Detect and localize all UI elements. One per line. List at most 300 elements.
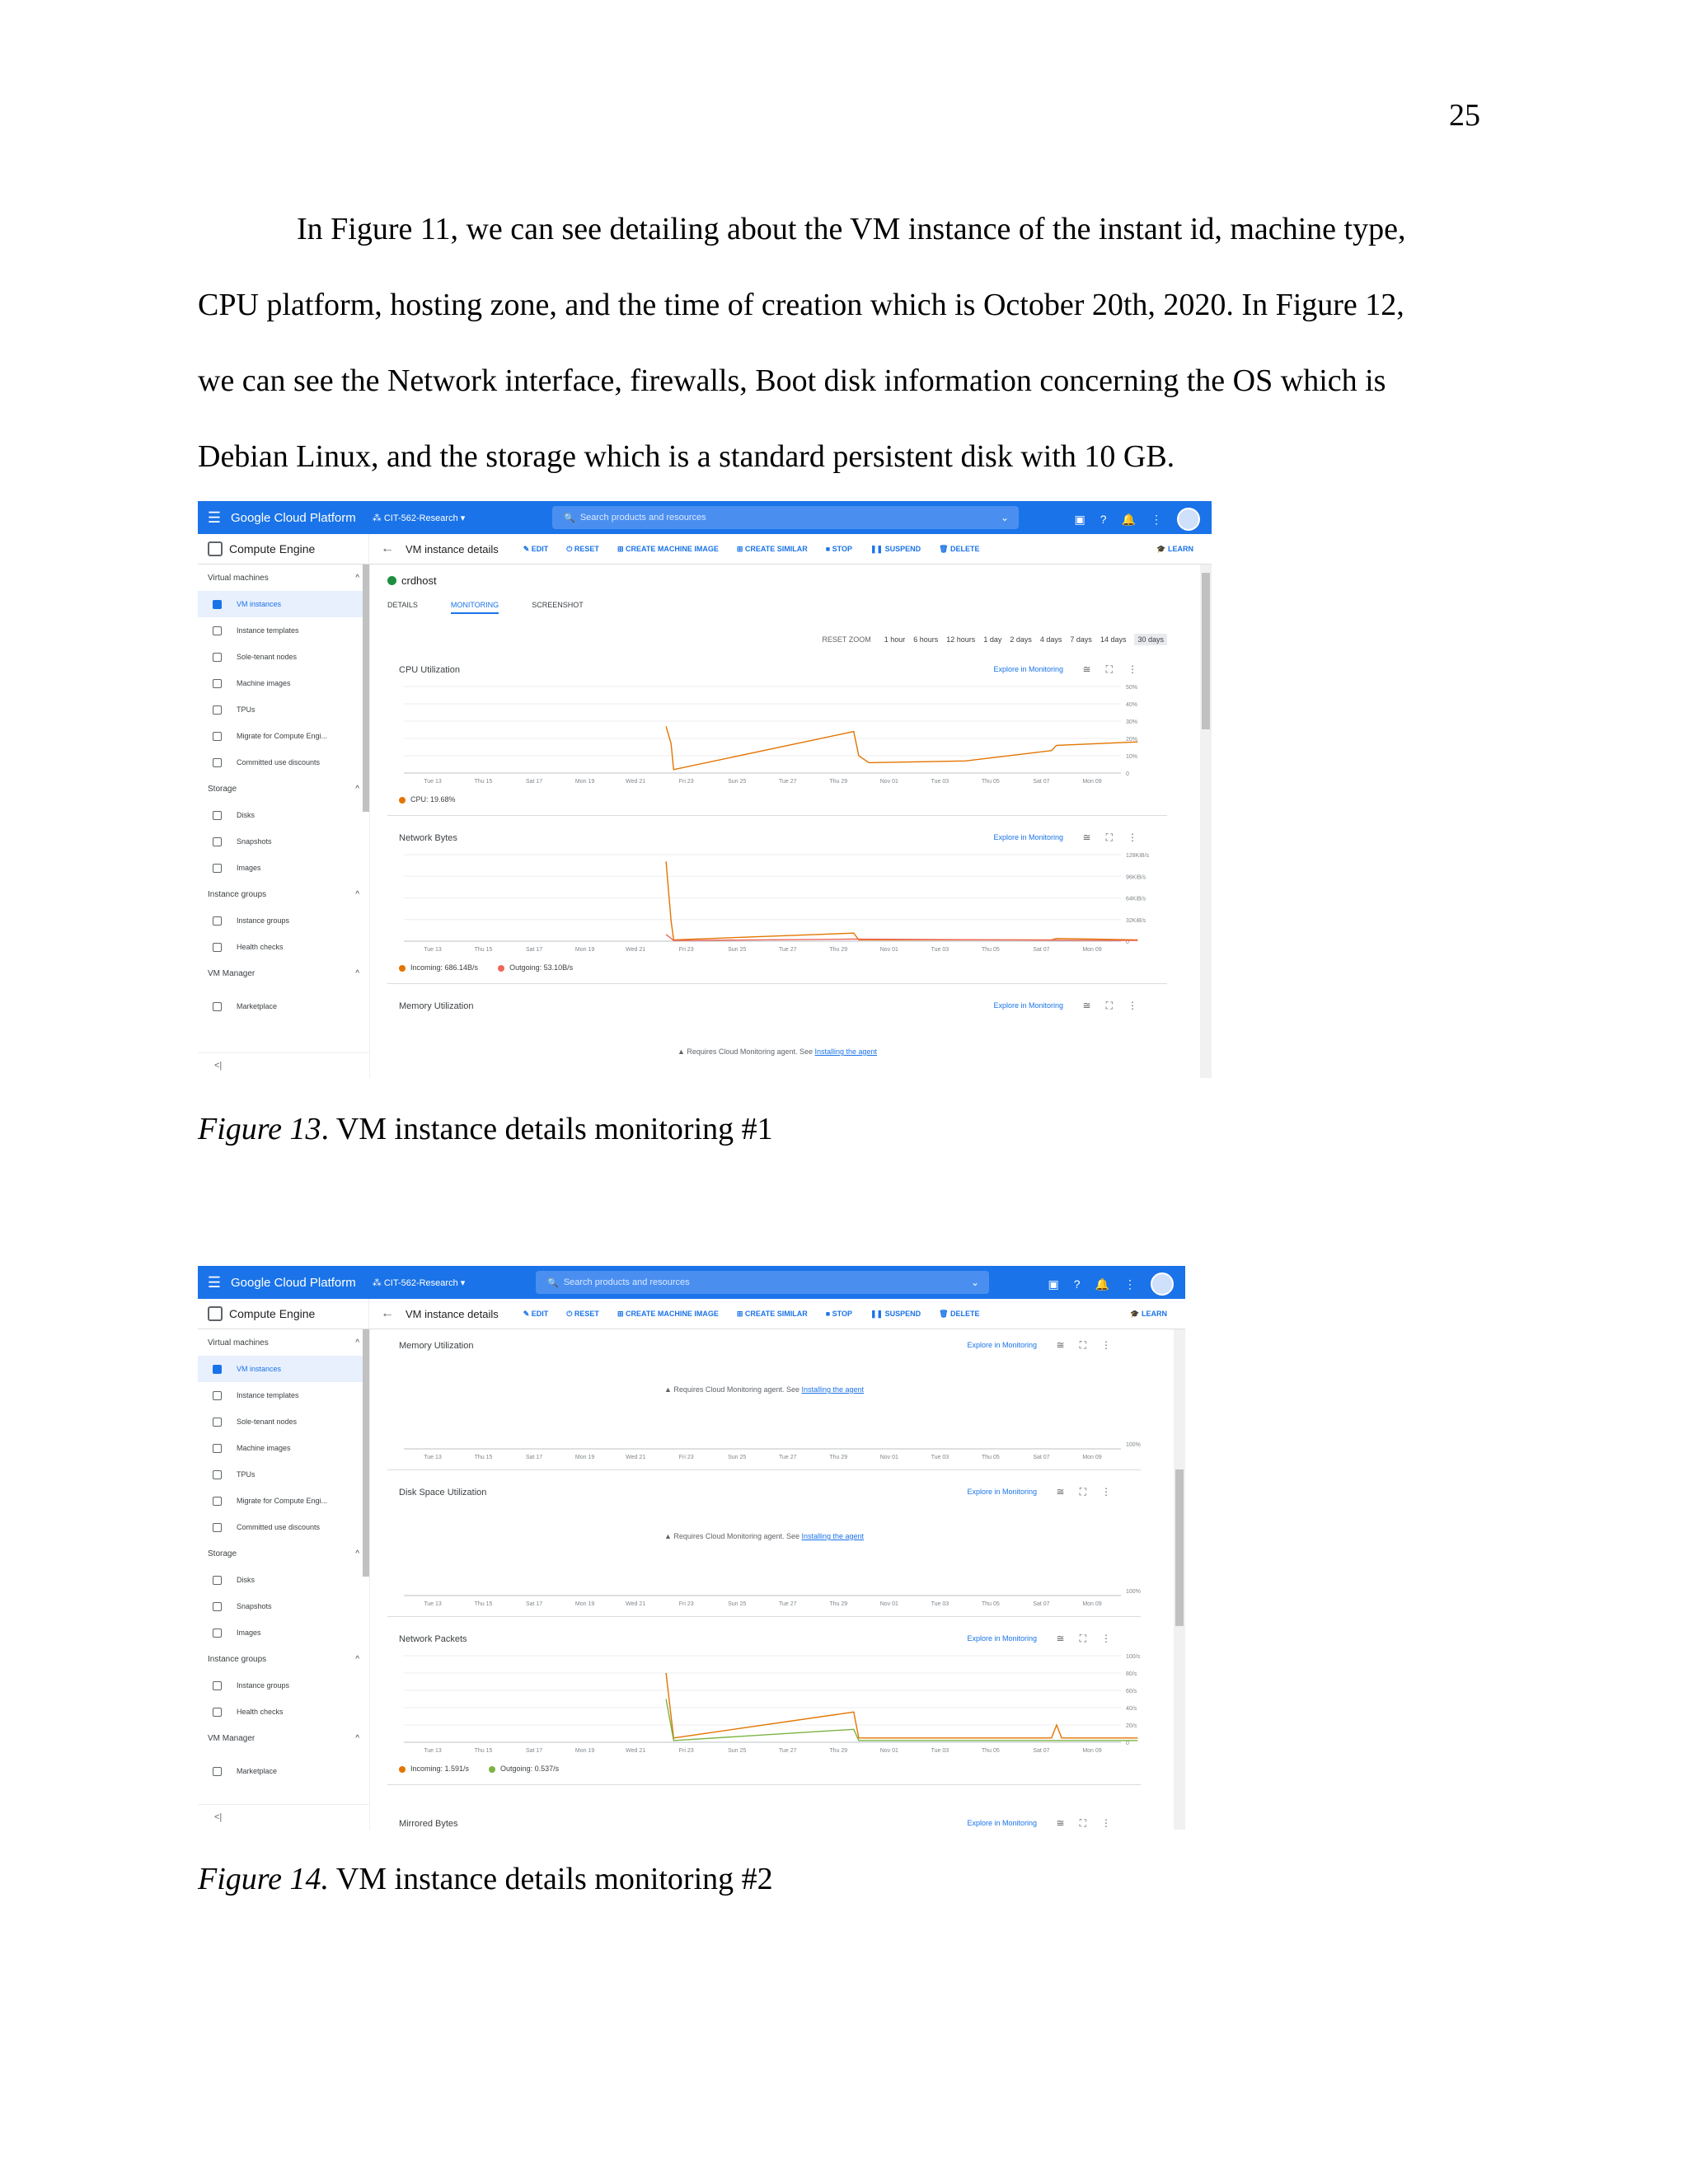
- sidebar-item-label: VM instances: [237, 1365, 282, 1373]
- snapshot-icon: [213, 837, 222, 846]
- delete-button[interactable]: 🗑 DELETE: [939, 544, 980, 553]
- sidebar-item-marketplace[interactable]: [198, 1758, 369, 1784]
- sidebar-section-instance-groups[interactable]: [198, 1646, 369, 1672]
- explore-link[interactable]: Explore in Monitoring: [993, 1001, 1063, 1010]
- notifications-icon[interactable]: 🔔: [1121, 512, 1136, 526]
- suspend-label: SUSPEND: [884, 544, 921, 553]
- sidebar-item-committed[interactable]: [198, 749, 369, 776]
- zoom-14d[interactable]: 14 days: [1100, 635, 1127, 644]
- sidebar-item-disks[interactable]: [198, 802, 369, 828]
- installing-agent-link[interactable]: Installing the agent: [801, 1532, 865, 1540]
- sidebar-item-instance-templates[interactable]: [198, 1382, 369, 1408]
- disk-chart-axis: [387, 1476, 1179, 1616]
- section-label: Storage: [208, 1549, 237, 1558]
- sidebar-item-images[interactable]: [198, 1619, 369, 1646]
- sidebar-item-label: Images: [237, 864, 261, 872]
- top-bar-icons: [1075, 508, 1200, 531]
- create-machine-image-label: CREATE MACHINE IMAGE: [625, 544, 719, 553]
- sidebar-item-label: Sole-tenant nodes: [237, 1418, 298, 1426]
- legend-incoming: [399, 1765, 469, 1773]
- x-tick-label: Wed 21: [626, 1748, 646, 1754]
- legend-label: Incoming: 1.591/s: [410, 1765, 470, 1773]
- image-icon: [213, 864, 222, 873]
- avatar[interactable]: [1177, 508, 1200, 531]
- x-tick-label: Sat 07: [1033, 947, 1050, 953]
- x-tick-label: Fri 23: [678, 947, 694, 953]
- search-input[interactable]: 🔍 Search products and resources ⌄: [552, 506, 1019, 529]
- tab-monitoring[interactable]: MONITORING: [451, 601, 499, 614]
- zoom-bar: [822, 634, 1167, 645]
- vm-instances-icon: [213, 1365, 222, 1374]
- card-title: Memory Utilization: [399, 1001, 474, 1011]
- collapse-sidebar-icon[interactable]: <|: [198, 1804, 369, 1830]
- sidebar-item-label: Migrate for Compute Engi...: [237, 732, 328, 740]
- x-tick-label: Wed 21: [626, 1601, 646, 1607]
- chevron-up-icon: ^: [355, 889, 359, 899]
- sidebar-item-label: Marketplace: [237, 1002, 278, 1010]
- chevron-up-icon: ^: [355, 1654, 359, 1664]
- stop-button[interactable]: ■ STOP: [825, 545, 852, 553]
- sidebar-item-label: Marketplace: [237, 1767, 278, 1775]
- x-tick-label: Tue 13: [424, 947, 442, 953]
- y-tick-label: 60/s: [1126, 1689, 1137, 1694]
- sidebar-item-label: Instance templates: [237, 626, 299, 635]
- chevron-up-icon: ^: [355, 968, 359, 978]
- x-tick-label: Nov 01: [879, 1455, 898, 1460]
- y-tick-label: 40/s: [1126, 1706, 1137, 1712]
- y-tick-label: 96KiB/s: [1126, 874, 1146, 881]
- x-tick-label: Sat 07: [1033, 1601, 1050, 1607]
- sidebar-item-instance-groups[interactable]: [198, 1672, 369, 1699]
- card-actions-icon[interactable]: ≅⛶⋮: [1082, 1000, 1152, 1011]
- create-machine-image-label: CREATE MACHINE IMAGE: [625, 1309, 719, 1318]
- reset-button[interactable]: ⏻ RESET: [566, 544, 599, 553]
- chevron-down-icon[interactable]: ⌄: [970, 1277, 979, 1288]
- instance-name: [387, 574, 437, 587]
- x-tick-label: Sat 07: [1033, 779, 1050, 785]
- warning-icon: ▲: [663, 1385, 672, 1394]
- sidebar-item-label: Images: [237, 1629, 261, 1637]
- installing-agent-link[interactable]: Installing the agent: [814, 1047, 878, 1056]
- zoom-1h[interactable]: 1 hour: [884, 635, 906, 644]
- search-input[interactable]: 🔍 Search products and resources ⌄: [536, 1271, 989, 1294]
- edit-button[interactable]: ✎ EDIT: [523, 1309, 549, 1318]
- card-actions-icon[interactable]: ≅⛶⋮: [1056, 1633, 1126, 1644]
- x-tick-label: Thu 15: [474, 1601, 493, 1607]
- x-tick-label: Wed 21: [626, 1455, 646, 1460]
- page-title: VM instance details: [406, 542, 499, 555]
- sidebar-item-migrate[interactable]: [198, 1488, 369, 1514]
- legend-outgoing: [489, 1765, 559, 1773]
- sidebar-item-vm-instances[interactable]: [198, 591, 369, 617]
- card-title: Mirrored Bytes: [399, 1819, 458, 1829]
- card-title: Memory Utilization: [399, 1341, 474, 1351]
- tab-bar: [387, 601, 584, 614]
- x-tick-label: Tue 27: [778, 1601, 797, 1607]
- cart-icon: [213, 1002, 222, 1011]
- gcp-title-bar: [198, 1299, 1185, 1329]
- gcp-top-bar: [198, 1266, 1185, 1299]
- cpu-utilization-card: [387, 654, 1167, 816]
- series-line: [666, 1673, 1137, 1738]
- content-area: [198, 1329, 1185, 1830]
- zoom-6h[interactable]: 6 hours: [913, 635, 939, 644]
- x-tick-label: Mon 09: [1082, 1601, 1102, 1607]
- more-vert-icon[interactable]: ⋮: [1124, 1277, 1136, 1291]
- x-tick-label: Thu 05: [982, 1748, 1000, 1754]
- x-tick-label: Tue 03: [931, 1601, 950, 1607]
- x-tick-label: Tue 27: [778, 1455, 797, 1460]
- zoom-4d[interactable]: 4 days: [1039, 635, 1062, 644]
- series-line: [666, 1699, 1137, 1741]
- card-actions-icon[interactable]: ≅⛶⋮: [1056, 1817, 1126, 1829]
- avatar[interactable]: [1151, 1272, 1174, 1296]
- page-title: VM instance details: [406, 1307, 499, 1320]
- create-similar-button[interactable]: ⊞ CREATE SIMILAR: [736, 1309, 808, 1318]
- menu-icon[interactable]: ☰: [207, 1273, 222, 1291]
- sidebar-item-label: Snapshots: [237, 1602, 272, 1610]
- explore-link[interactable]: Explore in Monitoring: [993, 665, 1063, 673]
- search-placeholder: Search products and resources: [579, 513, 706, 523]
- stop-button[interactable]: ■ STOP: [825, 1310, 852, 1318]
- card-actions-icon[interactable]: ≅⛶⋮: [1082, 663, 1152, 675]
- x-tick-label: Tue 27: [778, 1748, 797, 1754]
- legend-dot: [399, 797, 406, 804]
- x-tick-label: Mon 19: [574, 1748, 595, 1754]
- y-tick-label: 0: [1126, 940, 1129, 945]
- sidebar-item-label: TPUs: [237, 1470, 256, 1479]
- sidebar-item-health-checks[interactable]: [198, 934, 369, 960]
- cloud-shell-icon[interactable]: ▣: [1074, 512, 1085, 526]
- stop-label: STOP: [832, 545, 852, 553]
- migrate-icon: [213, 732, 222, 741]
- x-tick-label: Sun 25: [728, 947, 747, 953]
- search-placeholder: Search products and resources: [563, 1277, 690, 1287]
- sidebar-item-migrate[interactable]: [198, 723, 369, 749]
- create-machine-image-button[interactable]: ⊞ CREATE MACHINE IMAGE: [617, 1309, 719, 1318]
- x-tick-label: Sun 25: [728, 1455, 747, 1460]
- card-actions-icon[interactable]: ≅⛶⋮: [1056, 1339, 1126, 1351]
- zoom-1d[interactable]: 1 day: [983, 635, 1002, 644]
- x-tick-label: Fri 23: [678, 1601, 694, 1607]
- tab-details[interactable]: DETAILS: [387, 601, 418, 609]
- x-tick-label: Fri 23: [678, 1455, 694, 1460]
- create-similar-label: CREATE SIMILAR: [744, 544, 808, 553]
- cart-icon: [213, 1767, 222, 1776]
- x-tick-label: Thu 29: [829, 947, 848, 953]
- zoom-12h[interactable]: 12 hours: [946, 635, 976, 644]
- sidebar-item-marketplace[interactable]: [198, 993, 369, 1019]
- page-number: 25: [1449, 98, 1480, 133]
- project-selector[interactable]: ⁂ CIT-562-Research ▾: [372, 513, 466, 523]
- health-icon: [213, 943, 222, 952]
- x-tick-label: Sat 07: [1033, 1455, 1050, 1460]
- card-title: Disk Space Utilization: [399, 1488, 487, 1497]
- sidebar-scrollbar[interactable]: [363, 1329, 369, 1577]
- x-tick-label: Thu 05: [982, 779, 1000, 785]
- explore-link[interactable]: Explore in Monitoring: [967, 1488, 1037, 1496]
- learn-label: LEARN: [1142, 1309, 1167, 1318]
- sidebar-item-images[interactable]: [198, 855, 369, 881]
- x-tick-label: Sun 25: [728, 1748, 747, 1754]
- network-bytes-card: [387, 822, 1167, 984]
- network-legend: [399, 963, 573, 972]
- sidebar-section-storage[interactable]: [198, 776, 369, 802]
- create-machine-image-button[interactable]: ⊞ CREATE MACHINE IMAGE: [617, 544, 719, 553]
- y-tick-label: 40%: [1126, 702, 1138, 708]
- memory-chart-axis: [387, 1329, 1179, 1469]
- sidebar-item-sole-tenant[interactable]: [198, 1408, 369, 1435]
- disk-icon: [213, 811, 222, 820]
- main-scrollbar[interactable]: [1200, 565, 1212, 1078]
- x-tick-label: Sun 25: [728, 1601, 747, 1607]
- scrollbar-thumb[interactable]: [1202, 573, 1210, 729]
- x-tick-label: Sat 17: [525, 1601, 543, 1607]
- sidebar-item-label: Snapshots: [237, 837, 272, 846]
- help-icon[interactable]: ?: [1100, 513, 1107, 526]
- sidebar-item-vm-instances[interactable]: [198, 1356, 369, 1382]
- sidebar-scrollbar[interactable]: [363, 565, 369, 812]
- x-tick-label: Sat 17: [525, 1748, 543, 1754]
- image-icon: [213, 1629, 222, 1638]
- product-name: Compute Engine: [229, 1307, 316, 1320]
- legend-outgoing: [498, 963, 573, 972]
- suspend-button[interactable]: ❚❚ SUSPEND: [870, 1309, 921, 1318]
- sidebar-item-label: Committed use discounts: [237, 1523, 321, 1531]
- compute-engine-icon: [208, 541, 223, 556]
- sidebar-item-machine-images[interactable]: [198, 670, 369, 696]
- y-tick-label: 50%: [1126, 685, 1138, 691]
- gcp-brand[interactable]: Google Cloud Platform: [231, 510, 356, 525]
- x-tick-label: Sat 17: [525, 779, 543, 785]
- product-header: [198, 534, 369, 564]
- sidebar-item-label: Sole-tenant nodes: [237, 653, 298, 661]
- reset-label: RESET: [574, 1309, 599, 1318]
- zoom-2d[interactable]: 2 days: [1010, 635, 1032, 644]
- back-arrow-icon[interactable]: ←: [381, 1306, 394, 1320]
- chevron-up-icon: ^: [355, 1733, 359, 1743]
- x-tick-label: Mon 19: [574, 947, 595, 953]
- explore-link[interactable]: Explore in Monitoring: [993, 833, 1063, 841]
- cloud-shell-icon[interactable]: ▣: [1048, 1277, 1059, 1291]
- y-tick-label: 64KiB/s: [1126, 896, 1146, 902]
- card-actions-icon[interactable]: ≅⛶⋮: [1056, 1486, 1126, 1497]
- learn-button[interactable]: 🎓 LEARN: [1130, 1309, 1167, 1318]
- sidebar-item-label: VM instances: [237, 600, 282, 608]
- chevron-up-icon: ^: [355, 784, 359, 794]
- x-tick-label: Thu 15: [474, 1455, 493, 1460]
- chevron-up-icon: ^: [355, 573, 359, 583]
- create-similar-button[interactable]: ⊞ CREATE SIMILAR: [736, 544, 808, 553]
- sidebar-item-health-checks[interactable]: [198, 1699, 369, 1725]
- templates-icon: [213, 1391, 222, 1400]
- memory-utilization-card: [387, 990, 1167, 1078]
- y-tick-label: 20%: [1126, 737, 1138, 743]
- sidebar-item-machine-images[interactable]: [198, 1435, 369, 1461]
- sidebar-item-committed[interactable]: [198, 1514, 369, 1540]
- sidebar-item-tpus[interactable]: [198, 696, 369, 723]
- legend-label: Incoming: 686.14B/s: [410, 963, 479, 972]
- reset-zoom-button[interactable]: RESET ZOOM: [822, 635, 871, 644]
- x-tick-label: Tue 03: [931, 779, 950, 785]
- sidebar-section-storage[interactable]: [198, 1540, 369, 1567]
- section-label: Virtual machines: [208, 573, 269, 583]
- gcp-brand[interactable]: Google Cloud Platform: [231, 1275, 356, 1290]
- sidebar-item-sole-tenant[interactable]: [198, 644, 369, 670]
- zoom-7d[interactable]: 7 days: [1070, 635, 1092, 644]
- network-bytes-chart: [387, 822, 1179, 962]
- x-tick-label: Thu 29: [829, 1455, 848, 1460]
- sidebar-section-vm[interactable]: [198, 565, 369, 591]
- tpu-icon: [213, 1470, 222, 1479]
- x-tick-label: Thu 29: [829, 779, 848, 785]
- sidebar-item-label: Health checks: [237, 1708, 284, 1716]
- groups-icon: [213, 916, 222, 926]
- section-label: VM Manager: [208, 1733, 256, 1743]
- caption-text: . VM instance details monitoring #1: [321, 1112, 773, 1146]
- paragraph-line: CPU platform, hosting zone, and the time of creation which is October 20th, 2020. In Figure 12,: [198, 288, 1404, 322]
- x-tick-label: Sat 07: [1033, 1748, 1050, 1754]
- x-tick-label: Tue 03: [931, 1455, 950, 1460]
- x-tick-label: Mon 19: [574, 1455, 595, 1460]
- cpu-legend: [399, 795, 456, 804]
- sidebar-item-disks[interactable]: [198, 1567, 369, 1593]
- explore-link[interactable]: Explore in Monitoring: [967, 1634, 1037, 1643]
- legend-cpu: [399, 795, 456, 804]
- sidebar-item-snapshots[interactable]: [198, 828, 369, 855]
- x-tick-label: Mon 19: [574, 1601, 595, 1607]
- sidebar-item-label: Health checks: [237, 943, 284, 951]
- sidebar-item-instance-templates[interactable]: [198, 617, 369, 644]
- legend-label: Outgoing: 53.10B/s: [509, 963, 574, 972]
- x-tick-label: Nov 01: [879, 1748, 898, 1754]
- notifications-icon[interactable]: 🔔: [1095, 1277, 1109, 1291]
- explore-link[interactable]: Explore in Monitoring: [967, 1819, 1037, 1827]
- y-tick-label: 0: [1126, 1741, 1129, 1746]
- zoom-30d[interactable]: 30 days: [1134, 634, 1167, 645]
- learn-button[interactable]: 🎓 LEARN: [1156, 544, 1193, 553]
- x-tick-label: Thu 29: [829, 1601, 848, 1607]
- warning-icon: ▲: [663, 1532, 672, 1540]
- section-label: Storage: [208, 784, 237, 794]
- caption-text: VM instance details monitoring #2: [329, 1862, 773, 1896]
- x-tick-label: Thu 15: [474, 779, 493, 785]
- x-tick-label: Wed 21: [626, 947, 646, 953]
- x-tick-label: Nov 01: [879, 1601, 898, 1607]
- figure-14-screenshot: [198, 1266, 1185, 1830]
- x-tick-label: Thu 15: [474, 947, 493, 953]
- sidebar-item-label: Committed use discounts: [237, 758, 321, 766]
- x-tick-label: Mon 19: [574, 779, 595, 785]
- product-header: [198, 1299, 369, 1329]
- y-tick-label: 100%: [1126, 1589, 1141, 1595]
- project-selector[interactable]: ⁂ CIT-562-Research ▾: [372, 1277, 466, 1288]
- series-line: [666, 726, 1137, 770]
- content-area: [198, 565, 1212, 1078]
- body-paragraph: [198, 191, 1484, 494]
- x-tick-label: Wed 21: [626, 779, 646, 785]
- sidebar-item-snapshots[interactable]: [198, 1593, 369, 1619]
- installing-agent-link[interactable]: Installing the agent: [801, 1385, 865, 1394]
- legend-dot: [399, 1766, 406, 1773]
- tab-screenshot[interactable]: SCREENSHOT: [532, 601, 584, 609]
- main-panel: [369, 1329, 1157, 1830]
- sidebar: [198, 565, 370, 1078]
- x-tick-label: Tue 13: [424, 1748, 442, 1754]
- back-arrow-icon[interactable]: ←: [381, 541, 394, 555]
- x-tick-label: Tue 27: [778, 947, 797, 953]
- x-tick-label: Tue 13: [424, 1455, 442, 1460]
- edit-label: EDIT: [531, 544, 549, 553]
- sidebar-section-instance-groups[interactable]: [198, 881, 369, 907]
- agent-text: Requires Cloud Monitoring agent. See: [673, 1385, 802, 1394]
- sidebar-item-label: Machine images: [237, 1444, 291, 1452]
- explore-link[interactable]: Explore in Monitoring: [967, 1341, 1037, 1349]
- menu-icon[interactable]: ☰: [207, 509, 222, 526]
- scrollbar-thumb[interactable]: [1175, 1469, 1184, 1626]
- sidebar-item-label: Instance groups: [237, 916, 290, 925]
- x-tick-label: Tue 03: [931, 1748, 950, 1754]
- reset-label: RESET: [574, 544, 599, 553]
- x-tick-label: Sat 17: [525, 1455, 543, 1460]
- collapse-sidebar-icon[interactable]: <|: [198, 1052, 369, 1078]
- edit-button[interactable]: ✎ EDIT: [523, 544, 549, 553]
- card-actions-icon[interactable]: ≅⛶⋮: [1082, 832, 1152, 843]
- y-tick-label: 30%: [1126, 719, 1138, 725]
- x-tick-label: Fri 23: [678, 779, 694, 785]
- sidebar-item-label: Machine images: [237, 679, 291, 687]
- sidebar-item-instance-groups[interactable]: [198, 907, 369, 934]
- sidebar-section-vm-manager[interactable]: [198, 960, 369, 987]
- sidebar-section-vm-manager[interactable]: [198, 1725, 369, 1751]
- section-label: VM Manager: [208, 968, 256, 978]
- cpu-chart: [387, 654, 1179, 794]
- discount-icon: [213, 1523, 222, 1532]
- chevron-down-icon[interactable]: ⌄: [1000, 512, 1009, 523]
- card-title: CPU Utilization: [399, 665, 460, 675]
- delete-button[interactable]: 🗑 DELETE: [939, 1309, 980, 1318]
- edit-label: EDIT: [531, 1309, 549, 1318]
- sidebar-item-label: Migrate for Compute Engi...: [237, 1497, 328, 1505]
- chevron-up-icon: ^: [355, 1549, 359, 1558]
- legend-label: Outgoing: 0.537/s: [500, 1765, 560, 1773]
- x-tick-label: Mon 09: [1082, 779, 1102, 785]
- reset-button[interactable]: ⏻ RESET: [566, 1309, 599, 1318]
- caption-label: Figure 14.: [198, 1862, 330, 1896]
- figure-14-caption: [198, 1861, 773, 1897]
- suspend-button[interactable]: ❚❚ SUSPEND: [870, 544, 921, 553]
- y-tick-label: 100%: [1126, 1442, 1141, 1448]
- more-vert-icon[interactable]: ⋮: [1151, 512, 1162, 526]
- x-tick-label: Fri 23: [678, 1748, 694, 1754]
- main-scrollbar[interactable]: [1174, 1329, 1185, 1830]
- mirrored-bytes-card: [387, 1791, 1141, 1830]
- status-ok-icon: [387, 576, 396, 585]
- groups-icon: [213, 1681, 222, 1690]
- main-panel: [369, 565, 1184, 1078]
- stop-label: STOP: [832, 1310, 852, 1318]
- project-name: CIT-562-Research: [383, 513, 458, 523]
- help-icon[interactable]: ?: [1073, 1277, 1081, 1291]
- sidebar-item-tpus[interactable]: [198, 1461, 369, 1488]
- legend-dot: [498, 965, 504, 972]
- sidebar-section-vm[interactable]: [198, 1329, 369, 1356]
- agent-text: Requires Cloud Monitoring agent. See: [687, 1047, 815, 1056]
- packets-legend: [399, 1765, 559, 1773]
- machine-images-icon: [213, 1444, 222, 1453]
- x-tick-label: Nov 01: [879, 779, 898, 785]
- x-tick-label: Thu 15: [474, 1748, 493, 1754]
